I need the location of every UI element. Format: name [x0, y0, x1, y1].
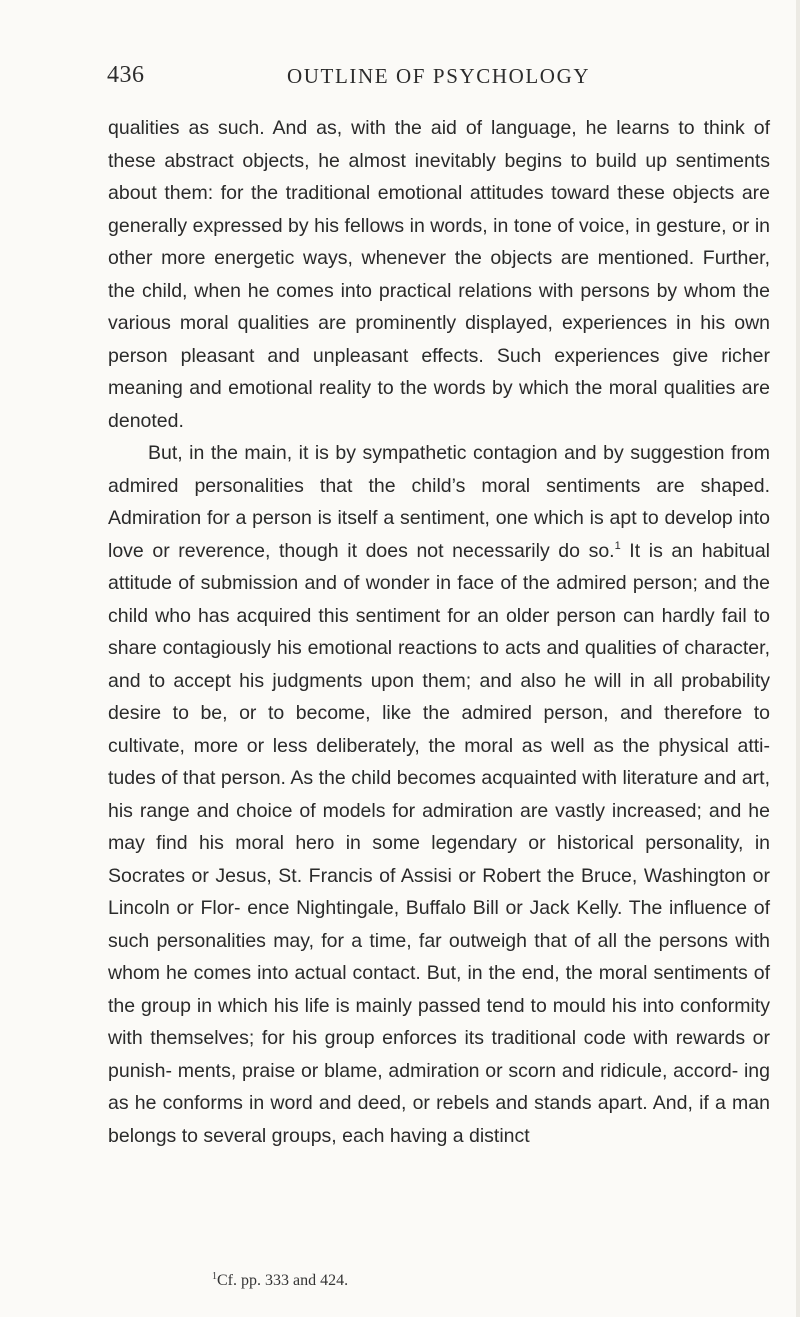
- page-header: [107, 62, 767, 94]
- footnote-text: Cf. pp. 333 and 424.: [217, 1272, 349, 1289]
- paragraph-2-text-b: It is an habitual attitude of submission and of wonder in face of the admired person; and the child who has acquired this sentiment for an older person can hardly fail to share contagiously his emotional reactions to acts and qualities of character, and to accept his judgments upon them; and also he will in all probability desire to be, or to become, like the admired person, and therefore to cultivate, more or less deliberately, the moral as well as the physical atti- tudes of that person. As the child becomes acquainted with literature and art, his range and choice of models for admiration are vastly increased; and he may find his moral hero in some legendary or historical personality, in Socrates or Jesus, St. Francis of Assisi or Robert the Bruce, Washington or Lincoln or Flor- ence Nightingale, Buffalo Bill or Jack Kelly. The influence of such personalities may, for a time, far outweigh that of all the persons with whom he comes into actual contact. But, in the end, the moral sentiments of the group in which his life is mainly passed tend to mould his into conformity with themselves; for his group enforces its traditional code with rewards or punish- ments, praise or blame, admiration or scorn and ridicule, accord- ing as he conforms in word and deed, or rebels and stands apart. And, if a man belongs to several groups, each having a distinct: [108, 539, 770, 1147]
- footnote: [212, 1272, 348, 1290]
- paragraph-2-text-a: But, in the main, it is by sympathetic contagion and by suggestion from admired personalities that the child’s moral sentiments are shaped. Admiration for a person is itself a sentiment, one which is apt to develop into love or reverence, though it does not necessarily do so.: [108, 442, 770, 562]
- paragraph-continued: [108, 112, 770, 437]
- running-head: OUTLINE OF PSYCHOLOGY: [287, 64, 591, 88]
- body-text: [108, 112, 770, 1152]
- paragraph-1-text: qualities as such. And as, with the aid of language, he learns to think of these abstract objects, he almost inevitably begins to build up sentiments about them: for the traditional emotional attitudes toward these objects are generally expressed by his fellows in words, in tone of voice, in gesture, or in other more energetic ways, whenever the objects are mentioned. Further, the child, when he comes into practical relations with persons by whom the various moral qualities are prominently displayed, experiences in his own person pleasant and unpleasant effects. Such experiences give richer meaning and emotional reality to the words by which the moral qualities are denoted.: [108, 117, 770, 432]
- page-number: 436: [107, 62, 145, 88]
- footnote-reference: 1: [614, 539, 621, 552]
- paragraph: [108, 437, 770, 1152]
- page-edge: [796, 0, 800, 1317]
- footnote-marker: 1: [212, 1271, 217, 1282]
